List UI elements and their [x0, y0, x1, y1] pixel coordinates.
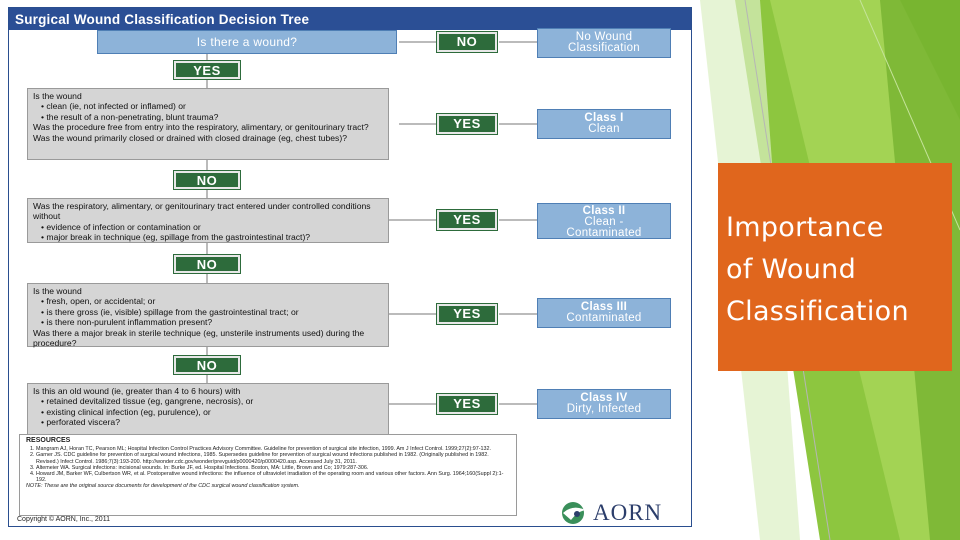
class3-box [537, 298, 671, 328]
no-wound-class-box [537, 28, 671, 58]
yes-tag-class2 [437, 210, 497, 230]
no-label: NO [196, 257, 218, 272]
step1-line2: Was the procedure free from entry into the respiratory, alimentary, or genitourinary tract? [33, 122, 369, 133]
class2-box [537, 203, 671, 239]
yes-label: YES [193, 63, 221, 78]
no-label: NO [456, 34, 478, 49]
question-box-step2 [27, 198, 389, 243]
start-question-box [97, 30, 397, 54]
figure-title: Surgical Wound Classification Decision Tree [9, 8, 691, 30]
step4-bullet: • existing clinical infection (eg, purulence), or [41, 407, 383, 417]
question-box-step3 [27, 283, 389, 347]
no-wound-line1: No Wound [575, 31, 633, 43]
class4-line1: Class IV [580, 392, 628, 404]
aorn-logo-icon [557, 500, 593, 526]
slide-title [726, 207, 948, 333]
no-label: NO [196, 358, 218, 373]
class4-line2: Dirty, Infected [566, 403, 642, 415]
no-label: NO [196, 173, 218, 188]
slide-title-line: Importance [726, 212, 884, 243]
resources-title: RESOURCES [26, 437, 71, 444]
class4-box [537, 389, 671, 419]
class1-box [537, 109, 671, 139]
slide-title-line: of Wound [726, 254, 857, 285]
step2-line1: Was the respiratory, alimentary, or genitourinary tract entered under controlled conditions without [33, 201, 371, 222]
yes-tag-class3 [437, 304, 497, 324]
class2-line3: Contaminated [566, 227, 642, 239]
step4-bullet: • retained devitalized tissue (eg, gangrene, necrosis), or [41, 396, 383, 406]
slide-title-line: Classification [726, 296, 909, 327]
no-tag-1 [174, 171, 240, 189]
resource-item: 3. Altemeier WA. Surgical infections: incisional wounds. In: Burke JF, ed. Hospital Infections. Boston, MA: Little, Brown and Co; 1979:287-306. [36, 465, 510, 471]
step3-bullet: • is there gross (ie, visible) spillage from the gastrointestinal tract; or [41, 307, 383, 317]
title-panel [718, 163, 952, 371]
class2-line2: Clean - [584, 216, 624, 228]
copyright-text: Copyright © AORN, Inc., 2011 [17, 516, 110, 523]
class3-line1: Class III [580, 301, 628, 313]
aorn-logo-text: AORN [593, 500, 663, 525]
class2-line1: Class II [582, 205, 626, 217]
resources-note: NOTE: These are the original source documents for development of the CDC surgical wound classification system. [26, 483, 300, 490]
question-box-step4 [27, 383, 389, 435]
step3-line1: Is the wound [33, 286, 82, 296]
decision-tree-figure [8, 7, 692, 527]
resource-item: 4. Howard JM, Barker WF, Culbertson WR, et al. Postoperative wound infections: the influence of ultraviolet irradiation of the operating room and various other factors. Ann Surg. 1964;160(Suppl 2):1-192. [36, 471, 510, 483]
yes-label: YES [453, 116, 481, 131]
class3-line2: Contaminated [566, 312, 642, 324]
yes-label: YES [453, 306, 481, 321]
step4-line1: Is this an old wound (ie, greater than 4 to 6 hours) with [33, 386, 241, 396]
yes-tag-class4 [437, 394, 497, 414]
resources-box [19, 434, 517, 516]
no-tag-start [437, 32, 497, 52]
no-wound-line2: Classification [568, 42, 640, 54]
step1-bullet: • clean (ie, not infected or inflamed) or [41, 101, 383, 111]
step2-bullet: • major break in technique (eg, spillage from the gastrointestinal tract)? [41, 232, 383, 242]
step1-line3: Was the wound primarily closed or drained with closed drainage (eg, chest tubes)? [33, 132, 347, 143]
resource-item: 2. Garner JS. CDC guideline for prevention of surgical wound infections, 1985. Supersedes guideline for prevention of surgical wound infections published in 1982. (Originally published in 1982. Revised.) Infect Control. 1986;7(3):193-200. http://wonder.cdc.gov/wonder/prevguid/p0000420/p0000420.asp. Accessed July 31, 2011. [36, 452, 510, 464]
yes-tag-1 [174, 61, 240, 79]
no-tag-3 [174, 356, 240, 374]
class1-line2: Clean [588, 123, 620, 135]
question-box-step1 [27, 88, 389, 160]
yes-label: YES [453, 396, 481, 411]
no-tag-2 [174, 255, 240, 273]
yes-label: YES [453, 212, 481, 227]
step3-bullet: • is there non-purulent inflammation present? [41, 317, 383, 327]
step1-line1: Is the wound [33, 91, 82, 101]
class1-line1: Class I [584, 112, 624, 124]
step3-line2: Was there a major break in sterile technique (eg, unsterile instruments used) during the procedure? [33, 327, 365, 349]
yes-tag-class1 [437, 114, 497, 134]
step3-bullet: • fresh, open, or accidental; or [41, 296, 383, 306]
step1-bullet: • the result of a non-penetrating, blunt trauma? [41, 112, 383, 122]
step2-bullet: • evidence of infection or contamination or [41, 222, 383, 232]
start-question-text: Is there a wound? [196, 35, 298, 49]
resource-item: 1. Mangram AJ, Horan TC, Pearson ML; Hospital Infection Control Practices Advisory Committee. Guideline for prevention of surgical site infection, 1999. Am J Infect Control. 1999;27(2):97-132. [36, 446, 510, 452]
step4-bullet: • perforated viscera? [41, 417, 383, 427]
